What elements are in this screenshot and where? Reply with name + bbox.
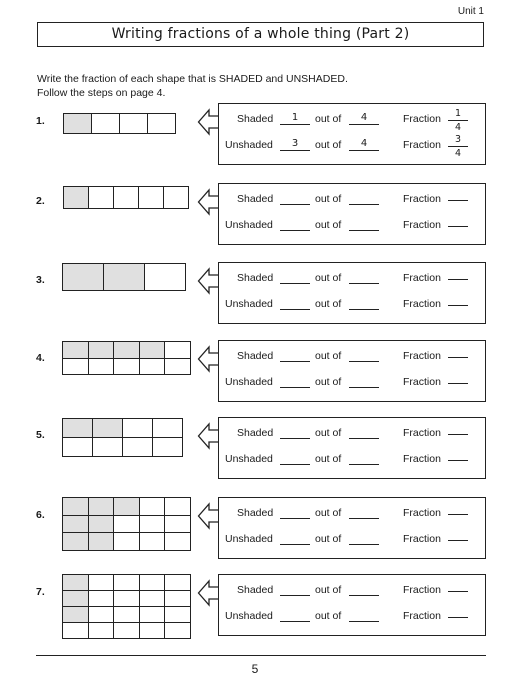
unshaded-cell [114,533,140,551]
unshaded-cell [139,533,165,551]
shaded-cell [104,264,145,291]
shaded-cell [88,342,114,359]
unshaded-fraction-numerator: 3 [454,134,462,145]
out-of-label: out of [315,610,342,622]
out-of-label: out of [315,584,342,596]
unshaded-cell [165,533,191,551]
shaded-fraction-blank[interactable] [448,591,468,592]
out-of-label: out of [315,533,342,545]
shaded-cell [63,342,89,359]
fraction-label: Fraction [403,298,441,310]
unshaded-total-blank[interactable] [349,544,379,545]
shaded-cell [93,419,123,438]
shaded-label: Shaded [237,427,274,439]
fraction-shape-1 [63,113,176,134]
answer-panel-3 [218,262,486,324]
unshaded-cell [139,358,165,375]
shaded-fraction-blank[interactable] [448,200,468,201]
unshaded-label: Unshaded [225,453,273,465]
unshaded-cell [63,623,89,639]
unshaded-cell [123,438,153,457]
shaded-count-answer: 1 [291,112,299,123]
shaded-cell [63,264,104,291]
unshaded-cell [145,264,186,291]
shaded-count-blank[interactable] [280,361,310,362]
problem-number: 1. [36,115,45,127]
fraction-label: Fraction [403,427,441,439]
unshaded-cell [88,358,114,375]
unshaded-cell [114,515,140,533]
unshaded-cell [120,114,148,134]
unshaded-total-blank[interactable] [349,387,379,388]
shaded-total-blank[interactable] [349,112,379,125]
out-of-label: out of [315,376,342,388]
answer-panel-7 [218,574,486,636]
unshaded-cell [63,358,89,375]
unshaded-total-blank[interactable] [349,621,379,622]
fraction-shape-7 [62,574,191,639]
unshaded-cell [123,419,153,438]
shaded-cell [88,533,114,551]
unshaded-count-blank[interactable] [280,138,310,151]
unshaded-total-blank[interactable] [349,464,379,465]
shaded-cell [63,575,89,591]
out-of-label: out of [315,219,342,231]
shaded-cell [114,342,140,359]
fraction-shape-5 [62,418,183,457]
unshaded-fraction-blank[interactable] [448,146,468,147]
shaded-fraction-blank[interactable] [448,357,468,358]
shaded-label: Shaded [237,113,274,125]
fraction-label: Fraction [403,113,441,125]
shaded-count-blank[interactable] [280,595,310,596]
fraction-label: Fraction [403,193,441,205]
out-of-label: out of [315,507,342,519]
shaded-cell [139,342,165,359]
unshaded-cell [165,623,191,639]
fraction-label: Fraction [403,376,441,388]
unshaded-cell [89,187,114,209]
shaded-total-blank[interactable] [349,595,379,596]
out-of-label: out of [315,139,342,151]
unshaded-cell [93,438,123,457]
out-of-label: out of [315,113,342,125]
fraction-shape-6 [62,497,191,551]
problem-number: 7. [36,586,45,598]
shaded-label: Shaded [237,272,274,284]
problem-number: 3. [36,274,45,286]
unshaded-total-blank[interactable] [349,230,379,231]
unshaded-cell [164,187,189,209]
unshaded-cell [114,187,139,209]
instruction-line-1: Write the fraction of each shape that is SHADED and UNSHADED. [37,73,348,85]
shaded-cell [114,498,140,516]
unshaded-cell [153,438,183,457]
unshaded-cell [88,575,114,591]
fraction-label: Fraction [403,533,441,545]
unshaded-fraction-blank[interactable] [448,305,468,306]
shaded-cell [63,591,89,607]
unshaded-cell [153,419,183,438]
unshaded-cell [165,498,191,516]
shaded-fraction-blank[interactable] [448,279,468,280]
answer-panel-1 [218,103,486,165]
shaded-total-blank[interactable] [349,438,379,439]
unshaded-cell [114,623,140,639]
unshaded-fraction-denominator: 4 [454,148,462,159]
unshaded-cell [114,607,140,623]
shaded-label: Shaded [237,193,274,205]
answer-panel-4 [218,340,486,402]
unshaded-cell [139,591,165,607]
shaded-label: Shaded [237,350,274,362]
instruction-line-2: Follow the steps on page 4. [37,87,166,99]
problem-number: 2. [36,195,45,207]
fraction-label: Fraction [403,453,441,465]
shaded-total-blank[interactable] [349,204,379,205]
fraction-label: Fraction [403,350,441,362]
unshaded-cell [92,114,120,134]
shaded-count-blank[interactable] [280,112,310,125]
unshaded-count-blank[interactable] [280,464,310,465]
unshaded-cell [88,623,114,639]
problem-number: 6. [36,509,45,521]
unshaded-label: Unshaded [225,610,273,622]
unit-label: Unit 1 [457,6,484,17]
page-number: 5 [251,662,259,676]
fraction-shape-3 [62,263,186,291]
unshaded-fraction-blank[interactable] [448,617,468,618]
shaded-label: Shaded [237,584,274,596]
out-of-label: out of [315,193,342,205]
unshaded-cell [165,342,191,359]
unshaded-cell [139,623,165,639]
shaded-fraction-blank[interactable] [448,120,468,121]
shaded-label: Shaded [237,507,274,519]
shaded-cell [64,187,89,209]
shaded-total-blank[interactable] [349,283,379,284]
shaded-total-answer: 4 [360,112,368,123]
unshaded-label: Unshaded [225,219,273,231]
shaded-count-blank[interactable] [280,518,310,519]
shaded-cell [63,533,89,551]
problem-number: 4. [36,352,45,364]
unshaded-total-blank[interactable] [349,309,379,310]
unshaded-fraction-blank[interactable] [448,540,468,541]
unshaded-fraction-blank[interactable] [448,460,468,461]
unshaded-count-blank[interactable] [280,621,310,622]
unshaded-cell [88,591,114,607]
footer-divider [36,655,486,656]
unshaded-cell [165,591,191,607]
out-of-label: out of [315,298,342,310]
unshaded-cell [139,575,165,591]
worksheet-title: Writing fractions of a whole thing (Part 2) [37,22,484,47]
unshaded-cell [114,358,140,375]
shaded-cell [63,419,93,438]
unshaded-cell [165,358,191,375]
unshaded-cell [139,498,165,516]
unshaded-label: Unshaded [225,376,273,388]
shaded-fraction-blank[interactable] [448,434,468,435]
shaded-fraction-blank[interactable] [448,514,468,515]
unshaded-cell [63,438,93,457]
unshaded-cell [114,591,140,607]
unshaded-cell [165,515,191,533]
shaded-total-blank[interactable] [349,361,379,362]
fraction-label: Fraction [403,139,441,151]
unshaded-total-blank[interactable] [349,138,379,151]
out-of-label: out of [315,453,342,465]
unshaded-count-blank[interactable] [280,387,310,388]
shaded-count-blank[interactable] [280,204,310,205]
shaded-cell [64,114,92,134]
unshaded-cell [139,607,165,623]
answer-panel-2 [218,183,486,245]
unshaded-cell [165,607,191,623]
unshaded-fraction-blank[interactable] [448,383,468,384]
shaded-cell [88,498,114,516]
unshaded-total-answer: 4 [360,138,368,149]
unshaded-cell [165,575,191,591]
fraction-label: Fraction [403,610,441,622]
shaded-cell [88,515,114,533]
out-of-label: out of [315,350,342,362]
out-of-label: out of [315,427,342,439]
unshaded-count-blank[interactable] [280,309,310,310]
out-of-label: out of [315,272,342,284]
answer-panel-5 [218,417,486,479]
unshaded-count-blank[interactable] [280,544,310,545]
unshaded-label: Unshaded [225,298,273,310]
unshaded-fraction-blank[interactable] [448,226,468,227]
shaded-count-blank[interactable] [280,283,310,284]
fraction-label: Fraction [403,584,441,596]
unshaded-label: Unshaded [225,533,273,545]
unshaded-cell [139,515,165,533]
fraction-shape-4 [62,341,191,375]
unshaded-count-answer: 3 [291,138,299,149]
shaded-fraction-numerator: 1 [454,108,462,119]
problem-number: 5. [36,429,45,441]
shaded-fraction-denominator: 4 [454,122,462,133]
answer-panel-6 [218,497,486,559]
shaded-cell [63,607,89,623]
unshaded-cell [114,575,140,591]
unshaded-count-blank[interactable] [280,230,310,231]
fraction-shape-2 [63,186,189,209]
unshaded-cell [148,114,176,134]
unshaded-cell [139,187,164,209]
shaded-total-blank[interactable] [349,518,379,519]
fraction-label: Fraction [403,507,441,519]
fraction-label: Fraction [403,272,441,284]
unshaded-cell [88,607,114,623]
shaded-cell [63,515,89,533]
unshaded-label: Unshaded [225,139,273,151]
shaded-count-blank[interactable] [280,438,310,439]
shaded-cell [63,498,89,516]
fraction-label: Fraction [403,219,441,231]
